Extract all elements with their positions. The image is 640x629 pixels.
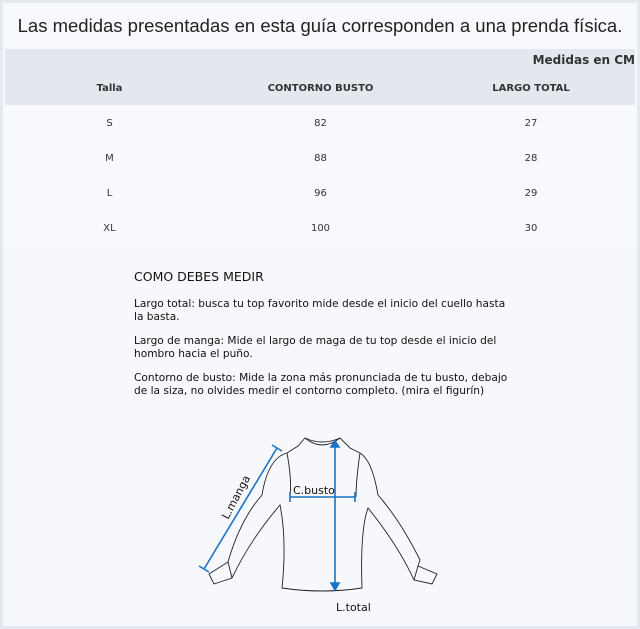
guide-title: Las medidas presentadas en esta guía corresponden a una prenda física. [5,5,635,47]
cell-bust: 82 [216,107,425,140]
cell-bust: 96 [216,177,425,210]
header-bust: CONTORNO BUSTO [267,83,374,94]
header-length: LARGO TOTAL [492,83,570,94]
cell-length: 28 [427,142,635,175]
cell-length: 27 [427,107,635,140]
cell-size: M [5,142,214,175]
cell-bust: 100 [216,212,425,245]
header-size: Talla [96,83,123,94]
instructions-heading: COMO DEBES MEDIR [134,269,264,284]
instruction-bust: Contorno de busto: Mide la zona más pronunciada de tu busto, debajo de la siza, no olvides medir el contorno completo. (mira el figurín) [134,371,508,397]
instruction-length: Largo total: busca tu top favorito mide desde el inicio del cuello hasta la basta. [134,297,506,323]
cell-length: 30 [427,212,635,245]
bust-label: C.busto [293,484,335,497]
shirt-outline [209,438,437,591]
cell-size: L [5,177,214,210]
instruction-sleeve: Largo de manga: Mide el largo de maga de tu top desde el inicio del hombro hacia el puño. [134,334,497,360]
cell-size: XL [5,212,214,245]
sleeve-label: L.manga [219,473,254,522]
units-label: Medidas en CM [5,49,635,72]
cell-length: 29 [427,177,635,210]
cell-bust: 88 [216,142,425,175]
cell-size: S [5,107,214,140]
sleeve-length-line [204,448,277,569]
length-label: L.total [336,601,371,614]
